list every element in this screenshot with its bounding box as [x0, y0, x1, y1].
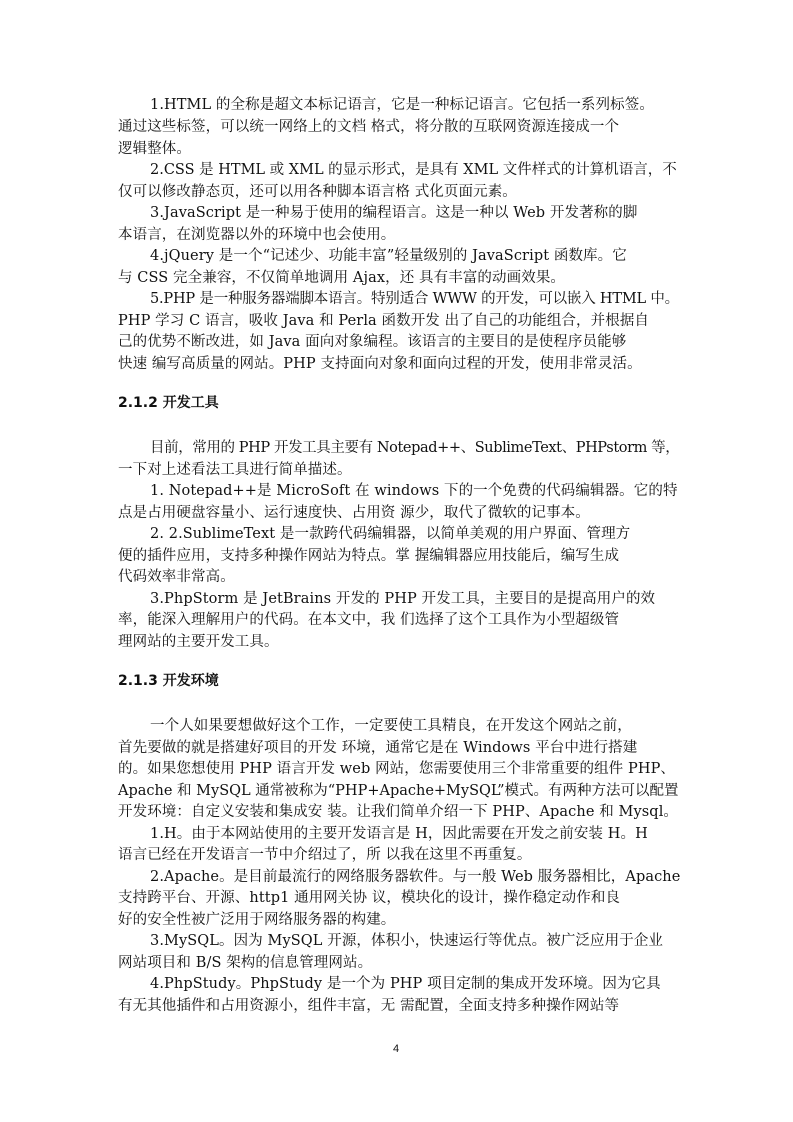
text-line: 1.HTML 的全称是超文本标记语言，它是一种标记语言。它包括一系列标签。	[150, 97, 654, 113]
text-line: 代码效率非常高。	[118, 569, 235, 585]
text-line: 2.CSS 是 HTML 或 XML 的显示形式，是具有 XML 文件样式的计算机语言，不	[150, 162, 677, 178]
text-line: 与 CSS 完全兼容，不仅简单地调用 Ajax，还 具有丰富的动画效果。	[118, 270, 566, 286]
text-line: 支持跨平台、开源、http1 通用网关协 议，模块化的设计，操作稳定动作和良	[118, 890, 621, 906]
text-line: 5.PHP 是一种服务器端脚本语言。特别适合 WWW 的开发，可以嵌入 HTML 中。	[150, 291, 679, 307]
text-line: 4.jQuery 是一个“记述少、功能丰富”轻量级别的 JavaScript 函数库。它	[150, 248, 627, 264]
text-line: 一下对上述看法工具进行简单描述。	[118, 462, 352, 478]
text-line: 通过这些标签，可以统一网络上的文档 格式，将分散的互联网资源连接成一个	[118, 119, 620, 135]
text-line: 3.MySQL。因为 MySQL 开源，体积小，快速运行等优点。被广泛应用于企业	[150, 933, 664, 949]
text-line: 3.JavaScript 是一种易于使用的编程语言。这是一种以 Web 开发著称的脚	[150, 205, 638, 221]
text-line: 便的插件应用，支持多种操作网站为特点。掌 握编辑器应用技能后，编写生成	[118, 548, 620, 564]
section-heading-tools: 2.1.2 开发工具	[118, 395, 219, 411]
text-line: 己的优势不断改进，如 Java 面向对象编程。该语言的主要目的是使程序员能够	[118, 334, 627, 350]
text-line: 点是占用硬盘容量小、运行速度快、占用资 源少，取代了微软的记事本。	[118, 505, 590, 521]
text-line: 逻辑整体。	[118, 141, 191, 157]
text-line: 1.H。由于本网站使用的主要开发语言是 H，因此需要在开发之前安装 H。H	[150, 826, 648, 842]
text-line: Apache 和 MySQL 通常被称为“PHP+Apache+MySQL”模式。有两种方法可以配置	[118, 783, 679, 799]
section-heading-environment: 2.1.3 开发环境	[118, 673, 219, 689]
text-line: 4.PhpStudy。PhpStudy 是一个为 PHP 项目定制的集成开发环境。因为它具	[150, 976, 661, 992]
text-line: 率，能深入理解用户的代码。在本文中，我 们选择了这个工具作为小型超级管	[118, 612, 620, 628]
text-line: 语言已经在开发语言一节中介绍过了，所 以我在这里不再重复。	[118, 847, 532, 863]
text-line: 开发环境：自定义安装和集成安 装。让我们简单介绍一下 PHP、Apache 和 Mysql。	[118, 804, 679, 820]
text-line: 网站项目和 B/S 架构的信息管理网站。	[118, 955, 373, 971]
text-line: 3.PhpStorm 是 JetBrains 开发的 PHP 开发工具，主要目的是提高用户的效	[150, 591, 656, 607]
text-line: 快速 编写高质量的网站。PHP 支持面向对象和面向过程的开发，使用非常灵活。	[118, 356, 642, 372]
text-line: PHP 学习 C 语言，吸收 Java 和 Perla 函数开发 出了自己的功能组合，并根据自	[118, 313, 650, 329]
page-number: 4	[392, 1043, 400, 1055]
text-line: 首先要做的就是搭建好项目的开发 环境，通常它是在 Windows 平台中进行搭建	[118, 740, 638, 756]
text-line: 2. 2.SublimeText 是一款跨代码编辑器，以简单美观的用户界面、管理方	[150, 526, 631, 542]
text-line: 仅可以修改静态页，还可以用各种脚本语言格 式化页面元素。	[118, 184, 517, 200]
text-line: 2.Apache。是目前最流行的网络服务器软件。与一般 Web 服务器相比，Apache	[150, 869, 681, 885]
text-line: 的。如果您想使用 PHP 语言开发 web 网站，您需要使用三个非常重要的组件 PHP、	[118, 761, 676, 777]
text-line: 一个人如果要想做好这个工作，一定要使工具精良，在开发这个网站之前，	[150, 718, 632, 734]
text-line: 本语言，在浏览器以外的环境中也会使用。	[118, 227, 396, 243]
text-line: 有无其他插件和占用资源小，组件丰富，无 需配置，全面支持多种操作网站等	[118, 998, 620, 1014]
text-line: 1. Notepad++是 MicroSoft 在 windows 下的一个免费的代码编辑器。它的特	[150, 483, 678, 499]
text-line: 好的安全性被广泛用于网络服务器的构建。	[118, 912, 396, 928]
text-line: 理网站的主要开发工具。	[118, 634, 279, 650]
text-line: 目前，常用的 PHP 开发工具主要有 Notepad++、SublimeText、PHPstorm 等，	[150, 440, 680, 456]
